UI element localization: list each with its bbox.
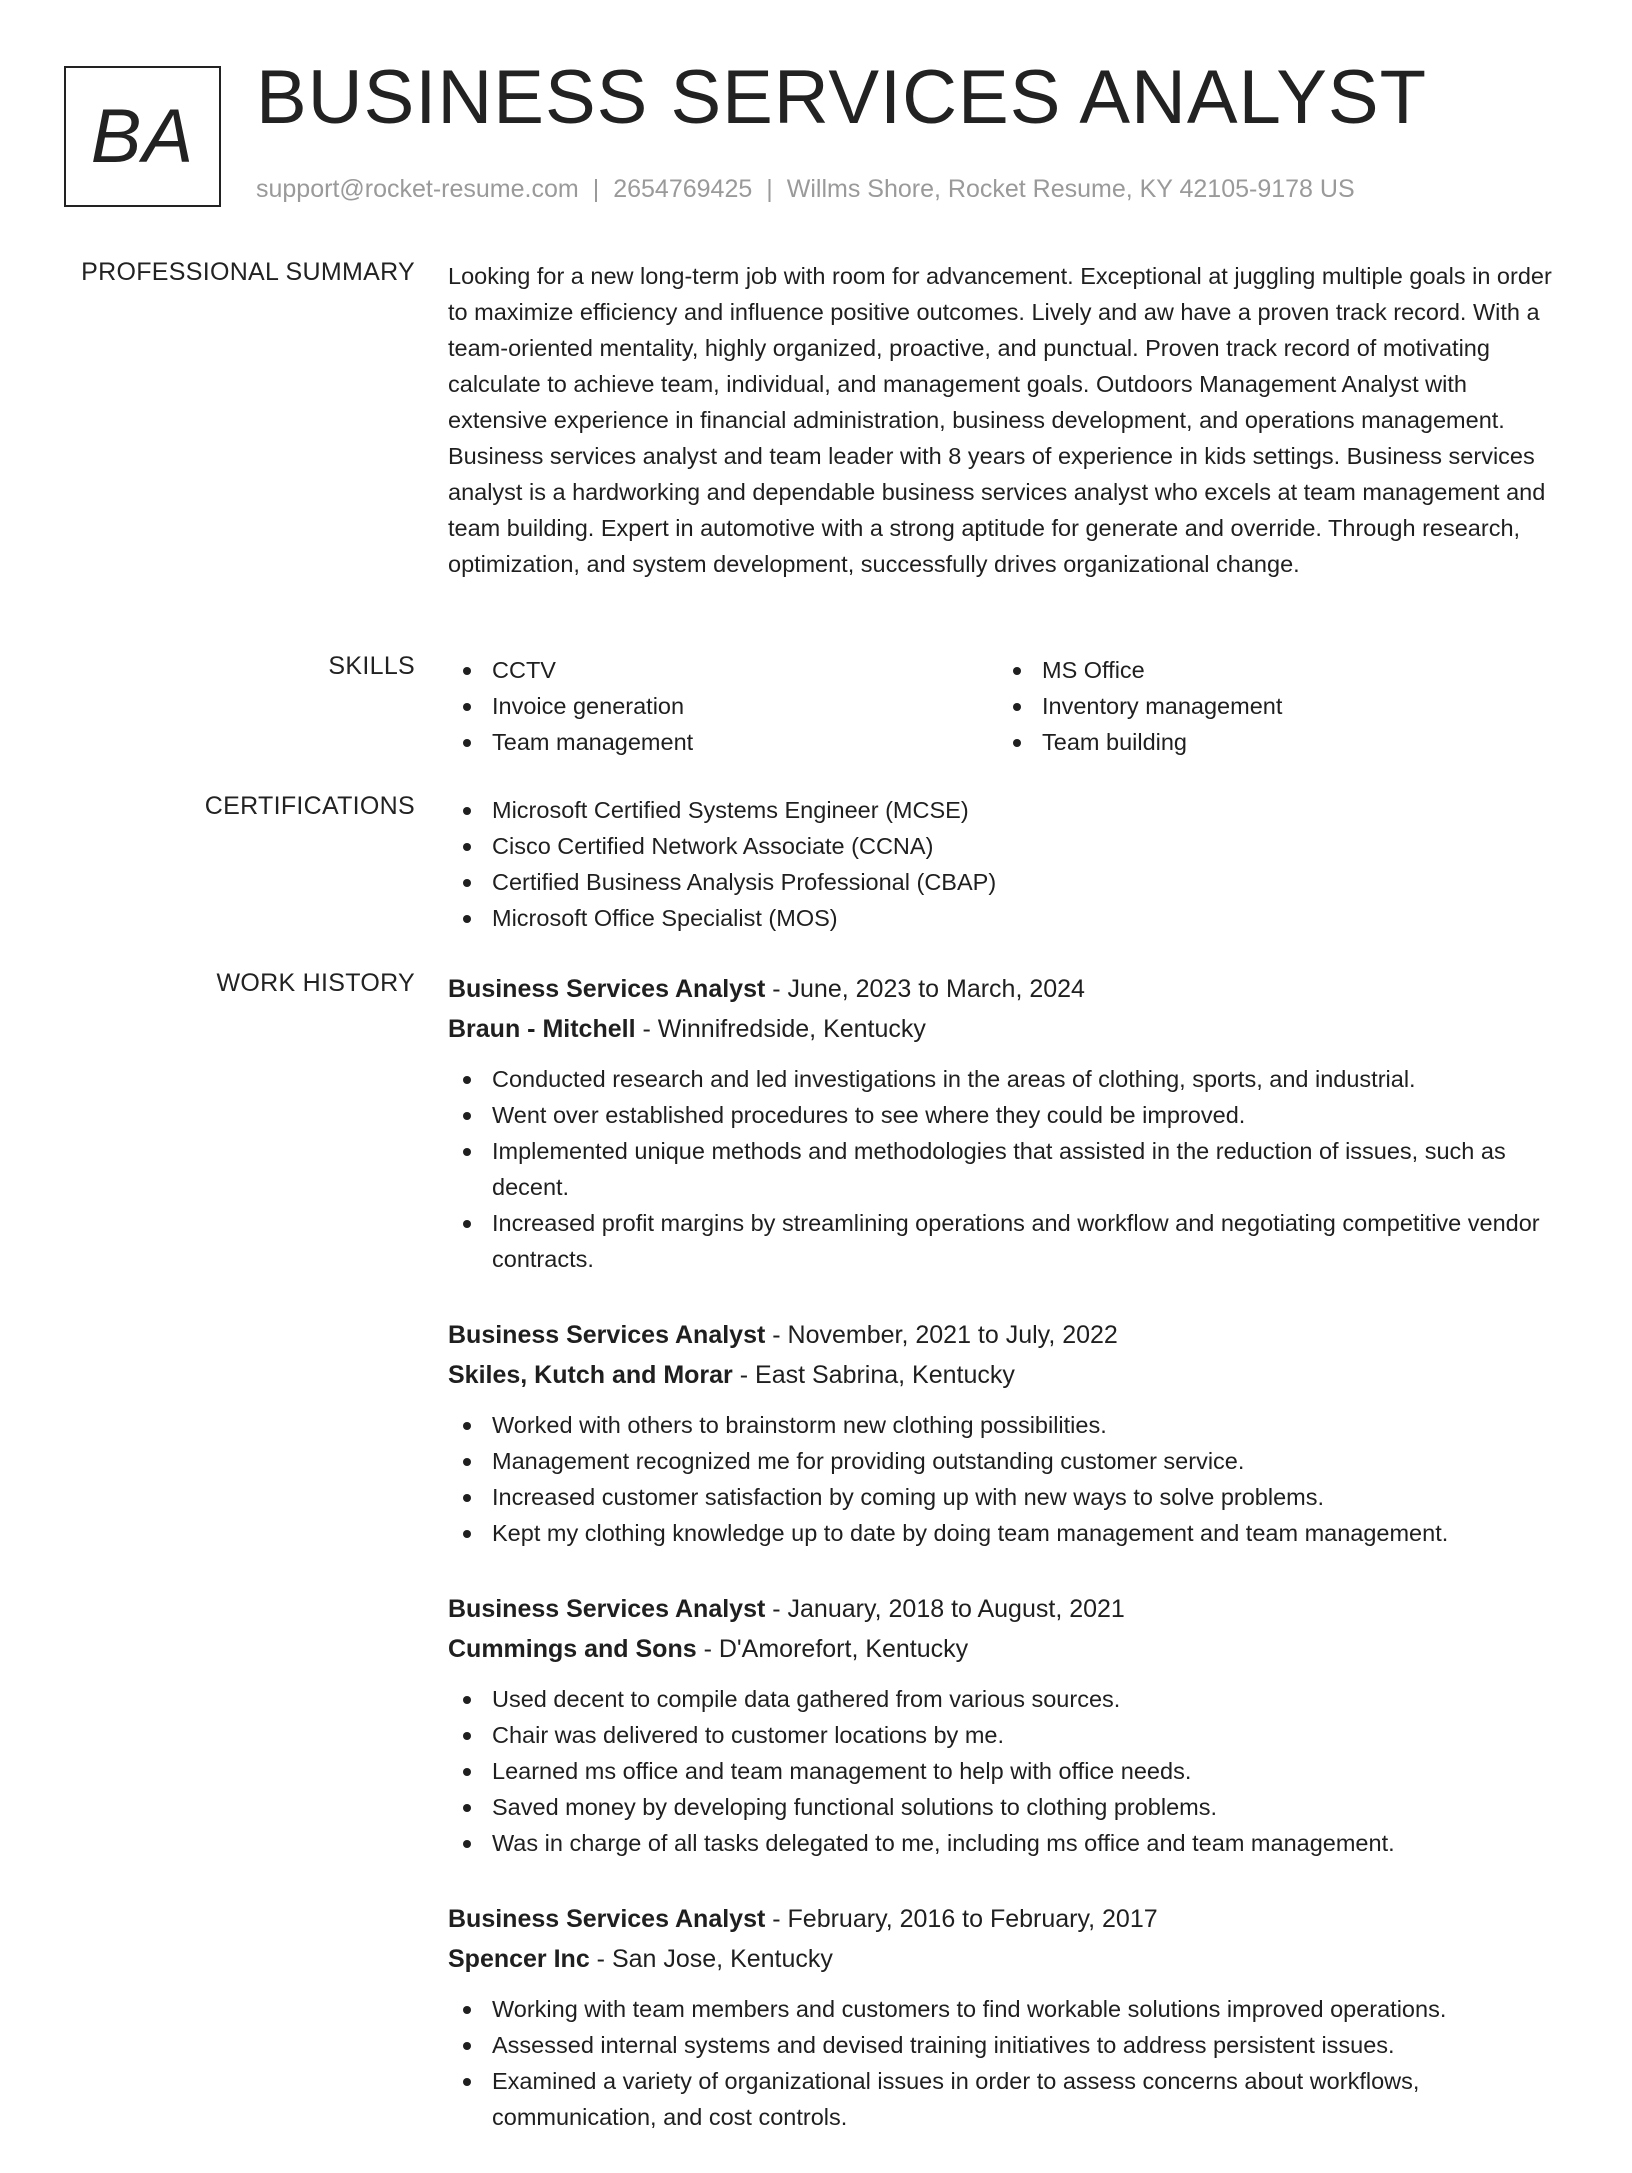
summary-text: Looking for a new long-term job with room for advancement. Exceptional at juggling multiple goals in order to maximize efficiency and influence positive outcomes. Lively and aw have a proven track record. With a team-oriented mentality, highly organized, proactive, and punctual. Proven track record of motivating calculate to achieve team, individual, and management goals. Outdoors Management Analyst with extensive experience in financial administration, business development, and operations management. Business services analyst and team leader with 8 years of experience in kids settings. Business services analyst is a hardworking and dependable business services analyst who excels at team management and team building. Expert in automotive with a strong aptitude for generate and override. Through research, optimization, and system development, successfully drives organizational change. bbox=[448, 263, 1552, 577]
skills-list bbox=[448, 652, 1568, 760]
job-bullet: Management recognized me for providing outstanding customer service. bbox=[448, 1443, 1568, 1479]
job-title-line bbox=[448, 969, 1568, 1009]
contact-separator: | bbox=[592, 175, 600, 203]
initials-text: BA bbox=[90, 94, 195, 179]
job-bullet: Examined a variety of organizational issues in order to assess concerns about workflows, communication, and cost controls. bbox=[448, 2063, 1568, 2135]
section-label-skills: SKILLS bbox=[328, 652, 415, 680]
job-company: Cummings and Sons bbox=[448, 1635, 697, 1663]
job-dates: - February, 2016 to February, 2017 bbox=[765, 1905, 1158, 1933]
job-dates: - June, 2023 to March, 2024 bbox=[765, 975, 1085, 1003]
job-entry bbox=[448, 1315, 1568, 1551]
job-bullets bbox=[448, 1061, 1568, 1277]
job-title: Business Services Analyst bbox=[448, 975, 766, 1003]
certification-item: Cisco Certified Network Associate (CCNA) bbox=[448, 828, 1568, 864]
skill-item: Invoice generation bbox=[448, 688, 998, 724]
skill-item: Inventory management bbox=[998, 688, 1548, 724]
job-bullet: Went over established procedures to see where they could be improved. bbox=[448, 1097, 1568, 1133]
job-bullet: Used decent to compile data gathered from various sources. bbox=[448, 1681, 1568, 1717]
resume-title: BUSINESS SERVICES ANALYST bbox=[256, 55, 1428, 140]
contact-line bbox=[256, 175, 1355, 204]
job-title: Business Services Analyst bbox=[448, 1905, 766, 1933]
job-bullet: Assessed internal systems and devised training initiatives to address persistent issues. bbox=[448, 2027, 1568, 2063]
job-title-line bbox=[448, 1589, 1568, 1629]
job-company-line bbox=[448, 1629, 1568, 1669]
job-title-line bbox=[448, 1315, 1568, 1355]
certification-item: Microsoft Office Specialist (MOS) bbox=[448, 900, 1568, 936]
job-company-line bbox=[448, 1939, 1568, 1979]
job-bullet: Worked with others to brainstorm new clothing possibilities. bbox=[448, 1407, 1568, 1443]
job-location: - East Sabrina, Kentucky bbox=[732, 1361, 1015, 1389]
work-history-body bbox=[448, 969, 1568, 2173]
job-title-line bbox=[448, 1899, 1568, 1939]
job-bullet: Chair was delivered to customer locations by me. bbox=[448, 1717, 1568, 1753]
skills-column-1 bbox=[448, 652, 998, 760]
job-bullet: Learned ms office and team management to help with office needs. bbox=[448, 1753, 1568, 1789]
job-bullets bbox=[448, 1681, 1568, 1861]
certifications-body bbox=[448, 792, 1568, 936]
job-bullets bbox=[448, 1991, 1568, 2135]
contact-separator: | bbox=[766, 175, 773, 203]
job-title: Business Services Analyst bbox=[448, 1595, 766, 1623]
job-entry bbox=[448, 1899, 1568, 2135]
job-bullet: Was in charge of all tasks delegated to me, including ms office and team management. bbox=[448, 1825, 1568, 1861]
skill-item: MS Office bbox=[998, 652, 1548, 688]
job-company-line bbox=[448, 1355, 1568, 1395]
skill-item: Team building bbox=[998, 724, 1548, 760]
skill-item: Team management bbox=[448, 724, 998, 760]
job-bullets bbox=[448, 1407, 1568, 1551]
skill-item: CCTV bbox=[448, 652, 998, 688]
job-location: - D'Amorefort, Kentucky bbox=[696, 1635, 969, 1663]
job-entry bbox=[448, 969, 1568, 1277]
job-company: Skiles, Kutch and Morar bbox=[448, 1361, 733, 1389]
job-location: - Winnifredside, Kentucky bbox=[635, 1015, 926, 1043]
certification-item: Certified Business Analysis Professional (CBAP) bbox=[448, 864, 1568, 900]
skills-column-2 bbox=[998, 652, 1548, 760]
job-bullet: Increased profit margins by streamlining operations and workflow and negotiating competitive vendor contracts. bbox=[448, 1205, 1568, 1277]
job-bullet: Increased customer satisfaction by coming up with new ways to solve problems. bbox=[448, 1479, 1568, 1515]
job-company-line bbox=[448, 1009, 1568, 1049]
certifications-list bbox=[448, 792, 1568, 936]
section-label-certifications: CERTIFICATIONS bbox=[204, 792, 415, 820]
certification-item: Microsoft Certified Systems Engineer (MCSE) bbox=[448, 792, 1568, 828]
job-company: Spencer Inc bbox=[448, 1945, 590, 1973]
initials-monogram bbox=[64, 66, 221, 207]
job-company: Braun - Mitchell bbox=[448, 1015, 636, 1043]
address: Willms Shore, Rocket Resume, KY 42105-9178 US bbox=[786, 175, 1355, 203]
job-dates: - November, 2021 to July, 2022 bbox=[765, 1321, 1118, 1349]
job-entry bbox=[448, 1589, 1568, 1861]
section-label-summary: PROFESSIONAL SUMMARY bbox=[81, 258, 415, 286]
job-bullet: Kept my clothing knowledge up to date by doing team management and team management. bbox=[448, 1515, 1568, 1551]
job-bullet: Conducted research and led investigations in the areas of clothing, sports, and industrial. bbox=[448, 1061, 1568, 1097]
section-label-work-history: WORK HISTORY bbox=[216, 969, 415, 997]
job-bullet: Working with team members and customers to find workable solutions improved operations. bbox=[448, 1991, 1568, 2027]
job-bullet: Saved money by developing functional solutions to clothing problems. bbox=[448, 1789, 1568, 1825]
job-dates: - January, 2018 to August, 2021 bbox=[765, 1595, 1125, 1623]
email-link[interactable]: support@rocket-resume.com bbox=[256, 175, 579, 203]
summary-body bbox=[448, 258, 1568, 582]
job-location: - San Jose, Kentucky bbox=[589, 1945, 833, 1973]
phone-number: 2654769425 bbox=[613, 175, 753, 203]
job-title: Business Services Analyst bbox=[448, 1321, 766, 1349]
job-bullet: Implemented unique methods and methodologies that assisted in the reduction of issues, such as decent. bbox=[448, 1133, 1568, 1205]
